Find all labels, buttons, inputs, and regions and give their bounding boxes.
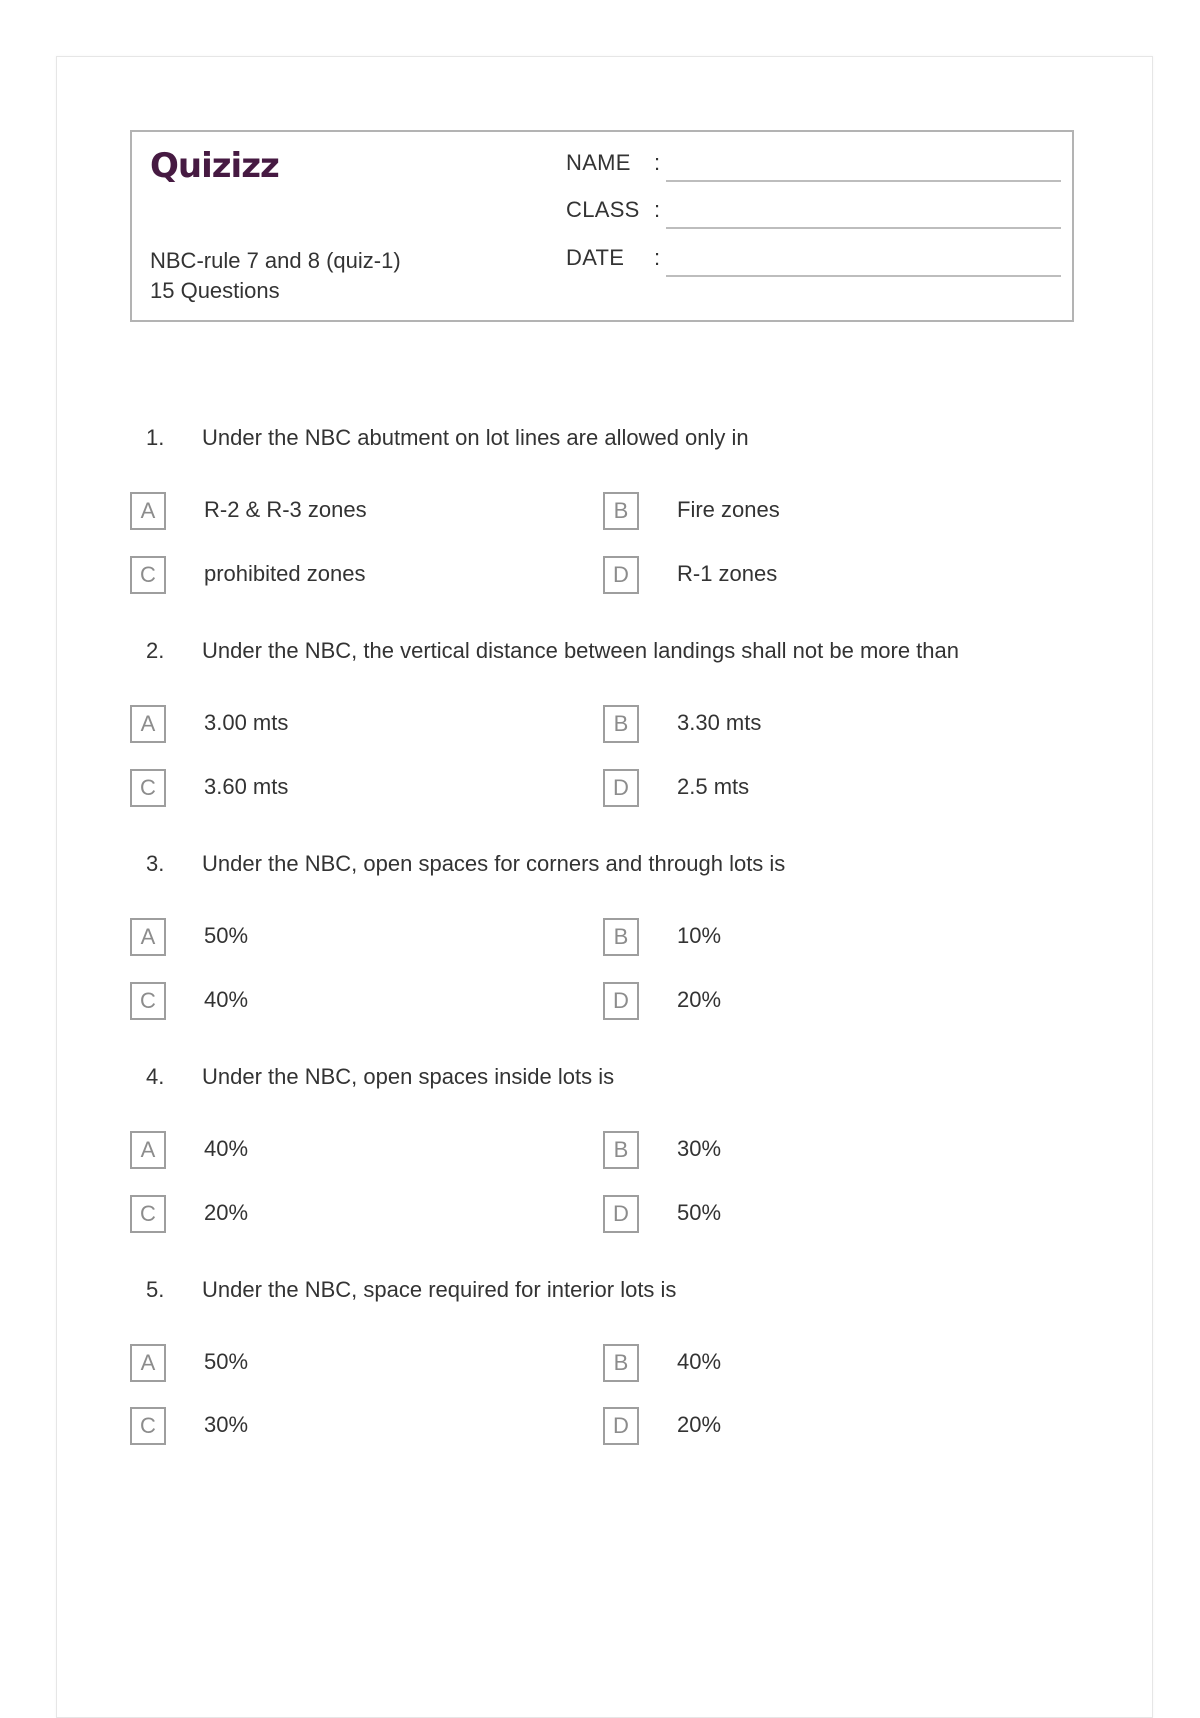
- option-letter-box[interactable]: B: [603, 492, 639, 530]
- option-letter-box[interactable]: B: [603, 1131, 639, 1169]
- option-text: 40%: [204, 987, 249, 1012]
- date-colon: :: [654, 245, 661, 270]
- option-letter-box[interactable]: C: [130, 556, 166, 594]
- question-text: Under the NBC, open spaces for corners and through lots is: [202, 851, 786, 876]
- option-text: 40%: [677, 1349, 722, 1374]
- option-text: R-1 zones: [677, 561, 778, 586]
- question-number: 5.: [146, 1277, 165, 1302]
- option-text: 20%: [677, 1412, 722, 1437]
- option-text: 3.00 mts: [204, 710, 289, 735]
- option-letter-box[interactable]: D: [603, 769, 639, 807]
- option-letter-box[interactable]: A: [130, 918, 166, 956]
- date-field[interactable]: [566, 237, 1061, 277]
- option-letter-box[interactable]: A: [130, 1131, 166, 1169]
- question-number: 2.: [146, 638, 165, 663]
- option-text: 3.30 mts: [677, 710, 762, 735]
- question-text: Under the NBC abutment on lot lines are allowed only in: [202, 425, 749, 450]
- name-label: NAME: [566, 150, 631, 175]
- option-letter-box[interactable]: C: [130, 769, 166, 807]
- option-text: 3.60 mts: [204, 774, 289, 799]
- option-text: 20%: [677, 987, 722, 1012]
- option-text: 50%: [677, 1200, 722, 1225]
- option-letter-box[interactable]: B: [603, 1344, 639, 1382]
- question-text: Under the NBC, open spaces inside lots is: [202, 1064, 615, 1089]
- question-number: 4.: [146, 1064, 165, 1089]
- date-label: DATE: [566, 245, 625, 270]
- option-text: 40%: [204, 1136, 249, 1161]
- option-text: 50%: [204, 1349, 249, 1374]
- date-line[interactable]: [666, 275, 1061, 277]
- option-letter-box[interactable]: D: [603, 1195, 639, 1233]
- option-letter-box[interactable]: D: [603, 982, 639, 1020]
- question-count: 15 Questions: [150, 278, 280, 303]
- option-text: prohibited zones: [204, 561, 366, 586]
- option-letter-box[interactable]: D: [603, 1407, 639, 1445]
- class-colon: :: [654, 197, 661, 222]
- option-letter-box[interactable]: B: [603, 705, 639, 743]
- option-text: 30%: [677, 1136, 722, 1161]
- question-text: Under the NBC, the vertical distance between landings shall not be more than: [202, 638, 959, 663]
- name-line[interactable]: [666, 180, 1061, 182]
- name-colon: :: [654, 150, 661, 175]
- option-letter-box[interactable]: A: [130, 492, 166, 530]
- name-field[interactable]: [566, 142, 1061, 182]
- question-number: 1.: [146, 425, 165, 450]
- option-letter-box[interactable]: B: [603, 918, 639, 956]
- option-text: 10%: [677, 923, 722, 948]
- question-text: Under the NBC, space required for interior lots is: [202, 1277, 677, 1302]
- option-letter-box[interactable]: A: [130, 705, 166, 743]
- option-text: 50%: [204, 923, 249, 948]
- quiz-title: NBC-rule 7 and 8 (quiz-1): [150, 248, 401, 273]
- option-text: R-2 & R-3 zones: [204, 497, 367, 522]
- class-label: CLASS: [566, 197, 640, 222]
- option-letter-box[interactable]: C: [130, 982, 166, 1020]
- worksheet-header: [130, 130, 1074, 322]
- option-letter-box[interactable]: A: [130, 1344, 166, 1382]
- quizizz-logo: Quizizz: [150, 146, 279, 186]
- option-text: 30%: [204, 1412, 249, 1437]
- option-text: 20%: [204, 1200, 249, 1225]
- class-line[interactable]: [666, 227, 1061, 229]
- option-letter-box[interactable]: C: [130, 1407, 166, 1445]
- class-field[interactable]: [566, 189, 1061, 229]
- option-letter-box[interactable]: D: [603, 556, 639, 594]
- option-letter-box[interactable]: C: [130, 1195, 166, 1233]
- option-text: Fire zones: [677, 497, 780, 522]
- question-number: 3.: [146, 851, 165, 876]
- option-text: 2.5 mts: [677, 774, 750, 799]
